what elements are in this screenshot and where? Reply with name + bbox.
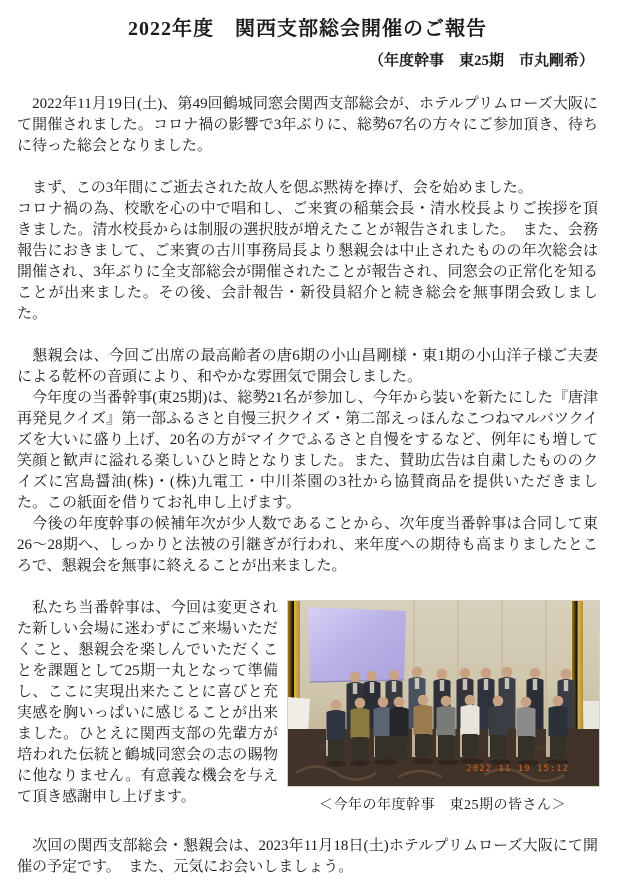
group-photo-figure [287, 600, 598, 814]
group-photo [287, 600, 600, 787]
photo-section [17, 598, 598, 818]
paragraph-memorial: まず、この3年間にご逝去された故人を偲ぶ黙祷を捧げ、会を始めました。 [17, 180, 533, 196]
photo-caption: ＜今年の年度幹事 東25期の皆さん＞ [319, 798, 566, 813]
paragraph-greetings-report: コロナ禍の為、校歌を心の中で唱和し、ご来賓の稲葉会長・清水校長よりご挨拶を頂きました。清水校長からは制服の選択肢が増えたことが報告されました。 また、会務報告におきまして、ご来賓の古川事務局長より懇親会は中止されたものの年次総会は開催され、3年ぶりに全支部総会が開催されたことが報告され、同窓会の正常化を知ることが出来ました。その後、会計報告・新役員紹介と続き総会を無事閉会致しました。 [17, 201, 598, 322]
photo-timestamp: 2022 11 19 15:12 [466, 764, 569, 774]
paragraph-reflection: 私たち当番幹事は、今回は変更された新しい会場に迷わずにご来場いただくこと、懇親会を楽しんでいただくことを課題として25期一丸となって準備し、ここに実現出来たことに喜びと充実感を胸いっぱいに感じることが出来ました。ひとえに関西支部の先輩方が培われた伝統と鶴城同窓会の志の賜物に他なりません。有意義な機会を与えて頂き感謝申し上げます。 [17, 600, 278, 805]
paragraph-quiz-sponsors: 今年度の当番幹事(東25期)は、総勢21名が参加し、今年から装いを新たにした『唐津再発見クイズ』第一部ふるさと自慢三択クイズ・第二部えっほんなこつねマルバツクイズを大いに盛り上げ、20名の方がマイクでふるさと自慢をするなど、例年にも増して笑顔と歓声に溢れる楽しいひと時となりました。また、賛助広告は自粛したもののクイズに宮島醤油(株)・(株)九電工・中川茶園の3社から協賛商品を提供いただきました。この紙面を借りてお礼申し上げます。 [17, 390, 598, 511]
paragraph-banquet-toast: 懇親会は、今回ご出席の最高齢者の唐6期の小山昌剛様・東1期の小山洋子様ご夫妻による乾杯の音頭により、和やかな雰囲気で開会しました。 [17, 348, 598, 385]
document-byline: （年度幹事 東25期 市丸剛希） [368, 53, 594, 69]
paragraph-handover: 今後の年度幹事の候補年次が少人数であることから、次年度当番幹事は合同して東26～28期へ、しっかりと法被の引継ぎが行われ、来年度への期待も高まりましたところで、懇親会を無事に終えることが出来ました。 [17, 516, 598, 574]
paragraph-next-meeting: 次回の関西支部総会・懇親会は、2023年11月18日(土)ホテルプリムローズ大阪にて開催の予定です。 また、元気にお会いしましょう。 [17, 838, 598, 875]
paragraph-opening: 2022年11月19日(土)、第49回鶴城同窓会関西支部総会が、ホテルプリムローズ大阪にて開催されました。コロナ禍の影響で3年ぶりに、総勢67名の方々にご参加頂き、待ちに待った総会となりました。 [17, 96, 598, 154]
group-photo-image [288, 601, 599, 786]
page-title: 2022年度 関西支部総会開催のご報告 [128, 18, 487, 40]
